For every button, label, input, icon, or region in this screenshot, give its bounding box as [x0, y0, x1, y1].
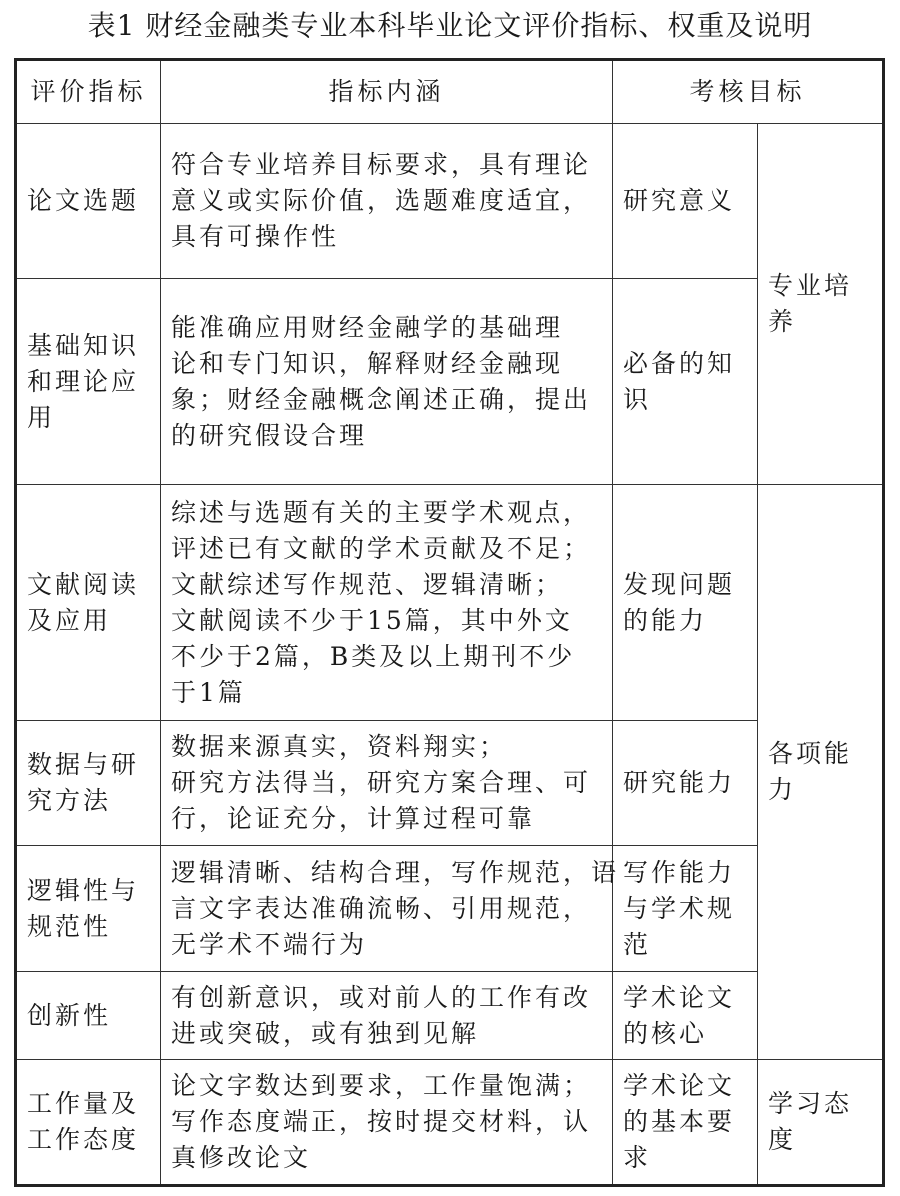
indicator-line: 究方法: [27, 786, 112, 815]
indicator-line: 工作态度: [27, 1125, 140, 1154]
header-goal: 考核目标: [613, 60, 884, 124]
connotation-line: 无学术不端行为: [171, 929, 368, 959]
indicator-cell: [16, 279, 161, 485]
header-indicator: 评价指标: [16, 60, 161, 124]
goal-group-cell-study-attitude: [758, 1060, 884, 1186]
connotation-line: 言文字表达准确流畅、引用规范，: [171, 893, 592, 923]
connotation-line: 有创新意识，或对前人的工作有改: [171, 982, 592, 1012]
goal-cell: [613, 1060, 758, 1186]
goal-line: 的基本要: [623, 1107, 736, 1136]
evaluation-table: [14, 58, 885, 1187]
goal-cell: [613, 485, 758, 721]
indicator-cell: [16, 972, 161, 1060]
connotation-line: 进或突破，或有独到见解: [171, 1018, 480, 1048]
connotation-line: 综述与选题有关的主要学术观点，: [171, 497, 592, 527]
table-header-row: [16, 60, 884, 124]
connotation-cell: [161, 124, 613, 279]
goal-line: 求: [623, 1143, 652, 1172]
connotation-line: 真修改论文: [171, 1143, 312, 1172]
goal-cell: [613, 279, 758, 485]
goal-line: 写作能力: [623, 857, 736, 887]
connotation-line: 评述已有文献的学术贡献及不足；: [171, 533, 592, 563]
table-row: [16, 846, 884, 972]
goal-cell: [613, 846, 758, 972]
indicator-line: 逻辑性与: [27, 875, 140, 905]
table-row: [16, 1060, 884, 1186]
goal-line: 学术论文: [623, 982, 736, 1012]
goal-cell: [613, 721, 758, 846]
connotation-line: 象；财经金融概念阐述正确，提出: [171, 384, 592, 414]
goal-group-line: 专业培: [768, 271, 853, 300]
connotation-line: 论文字数达到要求，工作量饱满；: [171, 1071, 592, 1100]
goal-line: 识: [623, 384, 652, 414]
goal-line: 发现问题: [623, 569, 736, 599]
goal-line: 研究能力: [623, 768, 736, 797]
goal-cell: [613, 972, 758, 1060]
table-row: [16, 972, 884, 1060]
indicator-line: 用: [27, 402, 56, 432]
goal-line: 的能力: [623, 605, 708, 635]
connotation-line: 不少于2篇，B类及以上期刊不少: [171, 641, 576, 671]
connotation-line: 写作态度端正，按时提交材料，认: [171, 1107, 592, 1136]
connotation-line: 于1篇: [171, 677, 246, 707]
goal-line: 范: [623, 929, 652, 959]
indicator-cell: [16, 846, 161, 972]
goal-group-line: 力: [768, 775, 797, 804]
goal-group-cell-professional-training: [758, 124, 884, 485]
connotation-line: 行，论证充分，计算过程可靠: [171, 804, 536, 833]
connotation-line: 数据来源真实，资料翔实；: [171, 732, 508, 761]
goal-line: 研究意义: [623, 186, 736, 215]
connotation-cell: [161, 846, 620, 972]
goal-group-line: 各项能: [768, 739, 853, 768]
goal-group-line: 度: [768, 1125, 797, 1154]
connotation-cell: [161, 721, 613, 846]
connotation-line: 符合专业培养目标要求，具有理论: [171, 150, 592, 179]
goal-cell: [613, 124, 758, 279]
connotation-line: 具有可操作性: [171, 222, 340, 251]
indicator-line: 基础知识: [27, 330, 140, 360]
connotation-line: 逻辑清晰、结构合理，写作规范，语: [171, 857, 620, 887]
table-row: [16, 279, 884, 485]
indicator-cell: [16, 485, 161, 721]
indicator-line: 创新性: [27, 1000, 112, 1030]
connotation-cell: [161, 485, 613, 721]
goal-line: 学术论文: [623, 1071, 736, 1100]
connotation-line: 论和专门知识，解释财经金融现: [171, 348, 564, 378]
table-row: [16, 124, 884, 279]
connotation-line: 能准确应用财经金融学的基础理: [171, 312, 564, 342]
indicator-line: 工作量及: [27, 1089, 140, 1118]
indicator-line: 数据与研: [27, 750, 140, 779]
connotation-line: 文献综述写作规范、逻辑清晰；: [171, 569, 564, 599]
table-caption: 表1 财经金融类专业本科毕业论文评价指标、权重及说明: [87, 9, 813, 42]
goal-line: 必备的知: [623, 348, 736, 378]
header-connotation: 指标内涵: [161, 60, 613, 124]
indicator-cell: [16, 1060, 161, 1186]
indicator-line: 及应用: [27, 605, 112, 635]
connotation-line: 的研究假设合理: [171, 420, 368, 450]
connotation-line: 研究方法得当，研究方案合理、可: [171, 768, 592, 797]
table-row: [16, 485, 884, 721]
connotation-line: 文献阅读不少于15篇，其中外文: [171, 605, 573, 635]
goal-line: 的核心: [623, 1018, 708, 1048]
indicator-line: 和理论应: [27, 366, 140, 396]
table-row: [16, 721, 884, 846]
indicator-line: 论文选题: [27, 186, 140, 215]
indicator-cell: [16, 721, 161, 846]
connotation-line: 意义或实际价值，选题难度适宜，: [171, 186, 592, 215]
connotation-cell: [161, 279, 613, 485]
indicator-cell: [16, 124, 161, 279]
goal-group-line: 养: [768, 307, 797, 336]
goal-line: 与学术规: [623, 893, 736, 923]
indicator-line: 文献阅读: [27, 569, 140, 599]
goal-group-cell-abilities: [758, 485, 884, 1060]
connotation-cell: [161, 972, 613, 1060]
connotation-cell: [161, 1060, 613, 1186]
goal-group-line: 学习态: [768, 1089, 853, 1118]
indicator-line: 规范性: [27, 911, 112, 941]
